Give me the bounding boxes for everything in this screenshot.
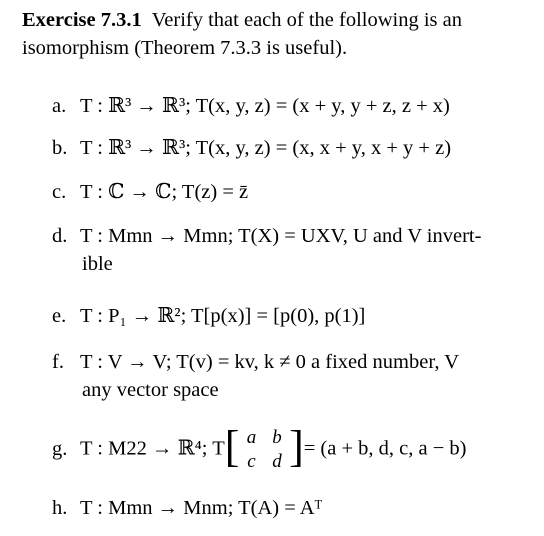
list-item-a: a. T : ℝ³ → ℝ³; T(x, y, z) = (x + y, y + z, z + x) — [52, 95, 450, 117]
matrix-2x2: [ a b c d ] — [224, 422, 304, 472]
list-item-f: f. T : V → V; T(v) = kv, k ≠ 0 a fixed number, V any vector space — [52, 351, 460, 401]
list-item-h: h. T : Mmn → Mnm; T(A) = Aᵀ — [52, 497, 323, 519]
list-item-c: c. T : ℂ → ℂ; T(z) = z̄ — [52, 181, 249, 203]
exercise-label: Exercise 7.3.1 — [22, 9, 142, 31]
list-item-g: g. T : M22 → ℝ⁴; T [ a b c d ] = (a + b, d, c, a − b) — [52, 422, 467, 472]
exercise-text: Verify that each of the following is an isomorphism (Theorem 7.3.3 is useful). — [22, 9, 463, 59]
exercise-block — [22, 6, 534, 519]
exercise-intro — [22, 6, 534, 62]
list-item-e: e. T : P₁ → ℝ²; T[p(x)] = [p(0), p(1)] — [52, 305, 366, 327]
list-item-b: b. T : ℝ³ → ℝ³; T(x, y, z) = (x, x + y, x + y + z) — [52, 137, 452, 159]
list-item-d: d. T : Mmn → Mmn; T(X) = UXV, U and V invert- ible — [52, 225, 482, 275]
